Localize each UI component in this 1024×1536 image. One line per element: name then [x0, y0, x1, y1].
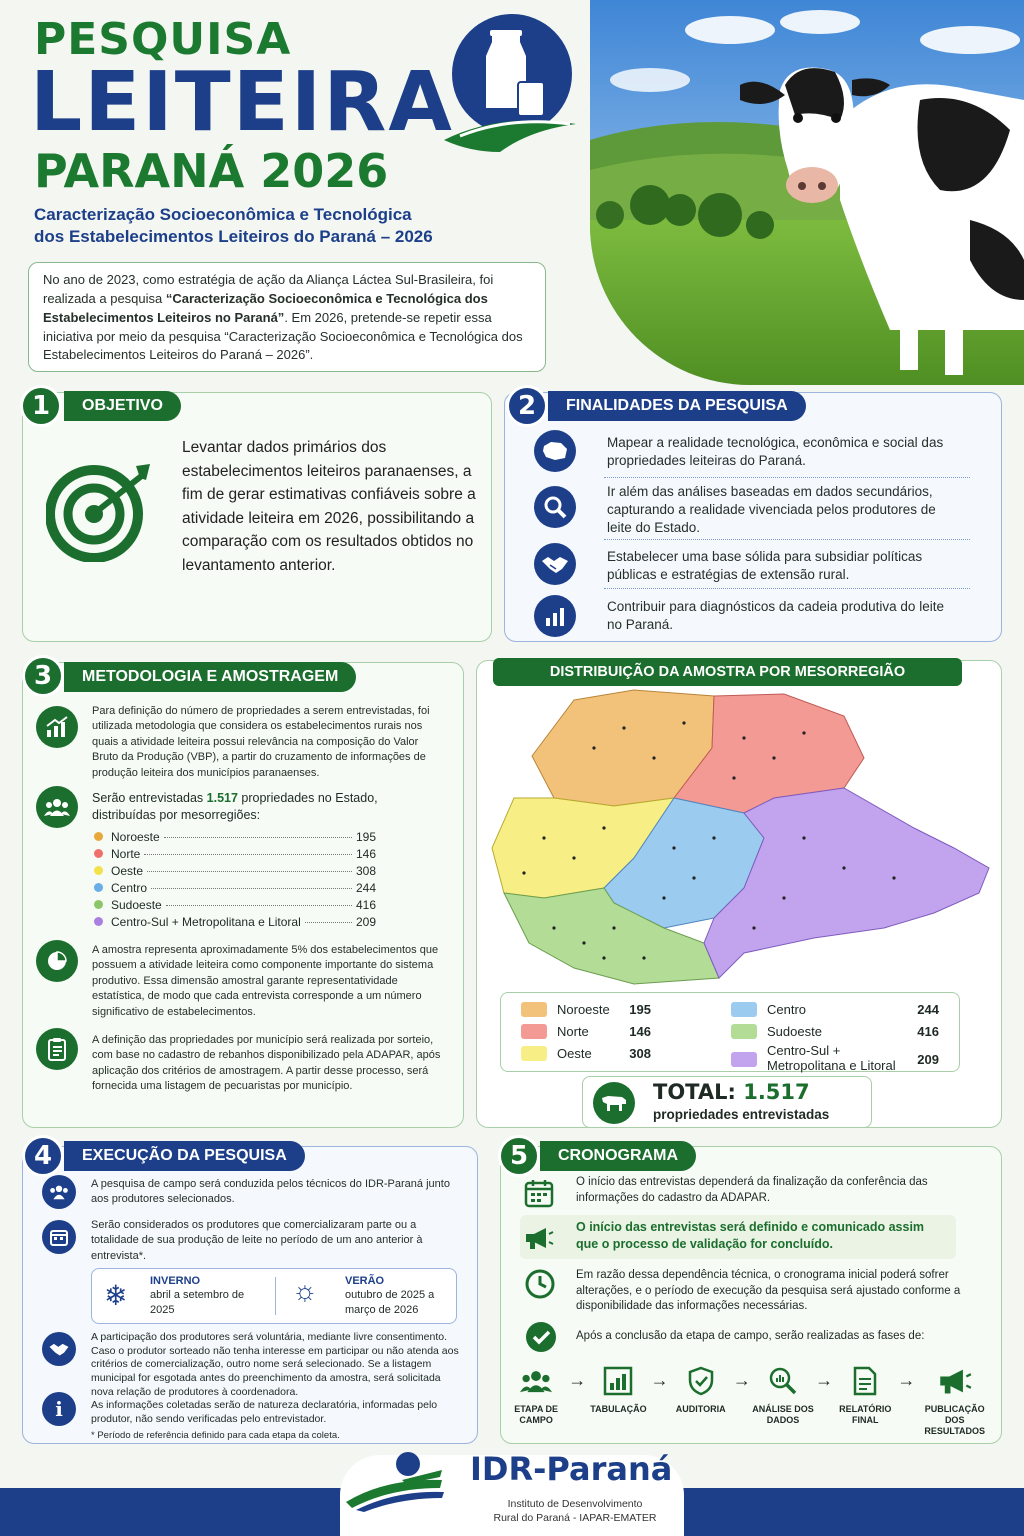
methodology-para-4: A definição das propriedades por município será realizada por sorteio, com base no cadastro de rebanhos disponibilizado pela ADAPAR, após aplicação dos critérios de amostragem. A partir desse processo, será fornecida uma listagem de pecuaristas por município.	[92, 1034, 441, 1093]
para2-text-a: Serão entrevistadas	[92, 791, 207, 805]
legend-name: Norte	[557, 1023, 589, 1039]
winter-period: abril a setembro de 2025	[150, 1289, 245, 1316]
title-line-3: PARANÁ 2026	[34, 144, 389, 198]
methodology-para-1: Para definição do número de propriedades a serem entrevistadas, foi utilizada metodologia que considera os estabelecimentos rurais nos quais a atividade leiteira possui relevância na composição do Valor Bruto da Produção (VBP), a partir do cruzamento de informações de produção leiteira dos municípios paranaenses.	[92, 705, 430, 779]
map-title: DISTRIBUIÇÃO DA AMOSTRA POR MESORREGIÃO	[493, 658, 962, 686]
region-name: Centro	[111, 881, 148, 895]
info-icon: i	[42, 1392, 76, 1426]
region-name: Centro-Sul + Metropolitana e Litoral	[111, 915, 301, 929]
leader-dots	[144, 854, 352, 855]
season-box	[91, 1268, 457, 1324]
step-label: PUBLICAÇÃO DOS RESULTADOS	[924, 1404, 986, 1436]
execution-para-3: A participação dos produtores será voluntária, mediante livre consentimento. Caso o produtor sorteado não tenha interesse em participar ou não atenda aos critérios de comercialização, outro nome será selecionado. Se a listagem municipal for esgotada antes do preenchimento da amostra, será solicitada nova relação de produtores à coordenadora.	[91, 1331, 459, 1398]
season-divider	[275, 1277, 276, 1315]
divider	[604, 539, 970, 540]
legend-swatch	[731, 1002, 757, 1017]
calendar-icon	[524, 1178, 554, 1213]
finality-4: Contribuir para diagnósticos da cadeia produtiva do leite no Paraná.	[607, 599, 944, 633]
subtitle-line-1: Caracterização Socioeconômica e Tecnológica	[34, 205, 412, 224]
team-icon	[520, 1366, 552, 1396]
check-icon	[524, 1320, 558, 1359]
section-1-number: 1	[20, 385, 62, 427]
intro-text-2: . Em 2026, pretende-se repetir essa iniciativa por meio da pesquisa “Caracterização Socioeconômica e Tecnológica dos Estabelecimentos Leiteiros do Paraná – 2026”.	[43, 309, 523, 363]
section-1-title: OBJETIVO	[64, 391, 181, 421]
arrow-right-icon: →	[732, 1370, 751, 1390]
region-row	[94, 830, 376, 847]
shield-check-icon	[687, 1366, 715, 1396]
legend-value: 244	[917, 1001, 939, 1017]
megaphone-icon	[524, 1226, 554, 1255]
map-legend	[500, 992, 960, 1072]
handshake-icon	[42, 1332, 76, 1366]
region-name: Oeste	[111, 864, 144, 878]
section-2-title: FINALIDADES DA PESQUISA	[548, 391, 806, 421]
step-label: ANÁLISE DOS DADOS	[752, 1404, 814, 1425]
legend-item	[731, 1020, 939, 1042]
para2-text-b: propriedades no Estado, distribuídas por mesorregiões:	[92, 791, 378, 822]
magnifier-icon	[768, 1366, 798, 1396]
legend-name: Oeste	[557, 1045, 592, 1061]
target-icon	[46, 462, 156, 567]
step-label: TABULAÇÃO	[590, 1404, 647, 1414]
legend-left	[521, 998, 651, 1064]
summer-block	[345, 1274, 450, 1317]
step-label: ETAPA DE CAMPO	[514, 1404, 559, 1425]
step-report	[833, 1366, 897, 1426]
region-row	[94, 881, 376, 898]
subtitle-line-2: dos Estabelecimentos Leiteiros do Paraná – 2026	[34, 227, 433, 247]
schedule-para-2: Em razão dessa dependência técnica, o cronograma inicial poderá sofrer alterações, e o período de execução da pesquisa será ajustado conforme a disponibilidade das informações necessárias.	[576, 1269, 961, 1313]
section-5-number: 5	[498, 1135, 540, 1177]
step-label: AUDITORIA	[675, 1404, 726, 1414]
section-2-number: 2	[506, 385, 548, 427]
team-icon	[42, 1175, 76, 1209]
legend-name: Centro	[767, 1001, 807, 1017]
arrow-right-icon: →	[568, 1370, 587, 1390]
leader-dots	[305, 922, 352, 923]
region-dot	[94, 900, 103, 909]
pie-chart-icon	[36, 940, 78, 982]
leader-dots	[164, 837, 352, 838]
snowflake-icon: ❄	[104, 1280, 128, 1311]
execution-para-2: Serão considerados os produtores que comercializaram parte ou a totalidade de sua produção de leite no período de um ano anterior à entrevista*.	[91, 1219, 423, 1262]
section-4-number: 4	[22, 1135, 64, 1177]
region-value: 244	[355, 881, 376, 895]
winter-block	[150, 1274, 260, 1317]
legend-swatch	[731, 1024, 757, 1039]
execution-footnote: * Período de referência definido para cada etapa da coleta.	[91, 1430, 340, 1441]
region-row	[94, 864, 376, 881]
objective-text: Levantar dados primários dos estabelecimentos leiteiros paranaenses, a fim de gerar estimativas confiáveis sobre a atividade leiteira em 2026, possibilitando a comparação com os resultados obtidos no levantamento anterior.	[182, 439, 476, 574]
legend-item	[521, 1042, 651, 1064]
total-line	[653, 1080, 810, 1104]
megaphone-icon	[938, 1366, 972, 1396]
divider	[604, 477, 970, 478]
magnifier-icon	[534, 486, 576, 528]
legend-swatch	[521, 1024, 547, 1039]
total-box	[582, 1076, 872, 1128]
step-label: RELATÓRIO FINAL	[839, 1404, 892, 1425]
arrow-right-icon: →	[815, 1370, 834, 1390]
leader-dots	[151, 888, 352, 889]
region-dot	[94, 917, 103, 926]
section-4-title: EXECUÇÃO DA PESQUISA	[64, 1141, 305, 1171]
chart-board-icon	[603, 1366, 633, 1396]
legend-value: 146	[629, 1023, 651, 1039]
legend-value: 416	[917, 1023, 939, 1039]
intro-text-1: No ano de 2023, como estratégia de ação da Aliança Láctea Sul-Brasileira, foi realizada a pesquisa	[43, 272, 494, 306]
execution-para-4: As informações coletadas serão de natureza declaratória, informadas pelo produtor, não sendo verificadas pelo entrevistador.	[91, 1399, 438, 1425]
legend-item	[731, 998, 939, 1020]
region-value: 146	[355, 847, 376, 861]
region-value: 308	[355, 864, 376, 878]
legend-name: Sudoeste	[767, 1023, 822, 1039]
winter-title: INVERNO	[150, 1275, 201, 1287]
step-publication	[915, 1366, 994, 1436]
growth-chart-icon	[36, 706, 78, 748]
finality-3: Estabelecer uma base sólida para subsidiar políticas públicas e estratégias de extensão rural.	[607, 549, 923, 583]
total-subtitle: propriedades entrevistadas	[653, 1107, 830, 1122]
step-audit	[669, 1366, 733, 1415]
intro-box	[28, 262, 546, 372]
phase-steps	[504, 1366, 994, 1436]
map-icon	[534, 430, 576, 472]
legend-swatch	[521, 1046, 547, 1061]
arrow-right-icon: →	[650, 1370, 669, 1390]
legend-name: Centro-Sul + Metropolitana e Litoral	[767, 1043, 896, 1073]
title-line-2: LEITEIRA	[30, 55, 454, 150]
title-line-1: PESQUISA	[34, 14, 292, 65]
region-name: Noroeste	[111, 830, 160, 844]
step-field	[504, 1366, 568, 1426]
section-3-title: METODOLOGIA E AMOSTRAGEM	[64, 662, 356, 692]
total-label: TOTAL:	[653, 1080, 736, 1104]
schedule-para-1: O início das entrevistas dependerá da finalização da conferência das informações do cadastro da ADAPAR.	[576, 1176, 928, 1204]
legend-right	[731, 998, 939, 1076]
calendar-icon	[42, 1220, 76, 1254]
section-5-title: CRONOGRAMA	[540, 1141, 696, 1171]
milk-logo-icon	[440, 12, 580, 162]
finality-2: Ir além das análises baseadas em dados secundários, capturando a realidade vivenciada pelos produtores de leite do Estado.	[607, 484, 936, 536]
schedule-para-3: Após a conclusão da etapa de campo, serão realizadas as fases de:	[576, 1330, 925, 1342]
region-dot	[94, 866, 103, 875]
legend-item	[521, 1020, 651, 1042]
region-dot	[94, 849, 103, 858]
summer-title: VERÃO	[345, 1275, 385, 1287]
arrow-right-icon: →	[897, 1370, 916, 1390]
step-analysis	[751, 1366, 815, 1426]
legend-name: Noroeste	[557, 1001, 610, 1017]
legend-swatch	[521, 1002, 547, 1017]
region-row	[94, 898, 376, 915]
idr-logo-icon	[346, 1450, 446, 1517]
hero-image	[590, 0, 1024, 385]
finality-1: Mapear a realidade tecnológica, econômica e social das propriedades leiteiras do Paraná.	[607, 435, 944, 469]
footer-line-2: Rural do Paraná - IAPAR-EMATER	[493, 1511, 657, 1524]
clock-icon	[524, 1268, 556, 1305]
region-value: 195	[355, 830, 376, 844]
region-row	[94, 847, 376, 864]
legend-item	[731, 1042, 939, 1076]
region-value: 209	[355, 915, 376, 929]
legend-item	[521, 998, 651, 1020]
footer-brand: IDR-Paraná	[470, 1450, 673, 1488]
region-value: 416	[355, 898, 376, 912]
document-icon	[852, 1366, 878, 1396]
methodology-para-2	[92, 790, 442, 824]
sample-total: 1.517	[206, 791, 238, 805]
bar-chart-icon	[534, 595, 576, 637]
methodology-para-3: A amostra representa aproximadamente 5% dos estabelecimentos que possuem a atividade leiteira como componente importante do sistema produtivo. Essa dimensão amostral garante representatividade estatística, de modo que cada entrevista corresponde a um número significativo de estabelecimentos.	[92, 944, 439, 1018]
legend-value: 209	[917, 1051, 939, 1067]
leader-dots	[147, 871, 352, 872]
region-dot	[94, 883, 103, 892]
region-dot	[94, 832, 103, 841]
subtitle	[34, 204, 534, 248]
legend-value: 308	[629, 1045, 651, 1061]
summer-period: outubro de 2025 a março de 2026	[345, 1289, 435, 1316]
handshake-icon	[534, 543, 576, 585]
step-tabulation	[586, 1366, 650, 1415]
people-icon	[36, 786, 78, 828]
divider	[604, 588, 970, 589]
region-list	[94, 830, 376, 932]
region-row	[94, 915, 376, 932]
total-value: 1.517	[743, 1080, 810, 1104]
schedule-highlight: O início das entrevistas será definido e comunicado assim que o processo de validação for concluído.	[576, 1220, 925, 1251]
leader-dots	[166, 905, 352, 906]
footer-line-1: Instituto de Desenvolvimento	[507, 1498, 643, 1510]
legend-value: 195	[629, 1001, 651, 1017]
intro-text-bold: “Caracterização Socioeconômica e Tecnológica dos Estabelecimentos Leiteiros no Paraná”	[43, 290, 488, 325]
region-name: Sudoeste	[111, 898, 162, 912]
clipboard-icon	[36, 1028, 78, 1070]
legend-swatch	[731, 1052, 757, 1067]
region-name: Norte	[111, 847, 141, 861]
parana-map	[484, 688, 996, 995]
execution-para-1: A pesquisa de campo será conduzida pelos técnicos do IDR-Paraná junto aos produtores selecionados.	[91, 1178, 450, 1206]
section-3-number: 3	[22, 655, 64, 697]
footer-institute	[490, 1498, 660, 1525]
sun-icon: ☼	[292, 1275, 318, 1306]
cow-icon	[593, 1082, 635, 1124]
